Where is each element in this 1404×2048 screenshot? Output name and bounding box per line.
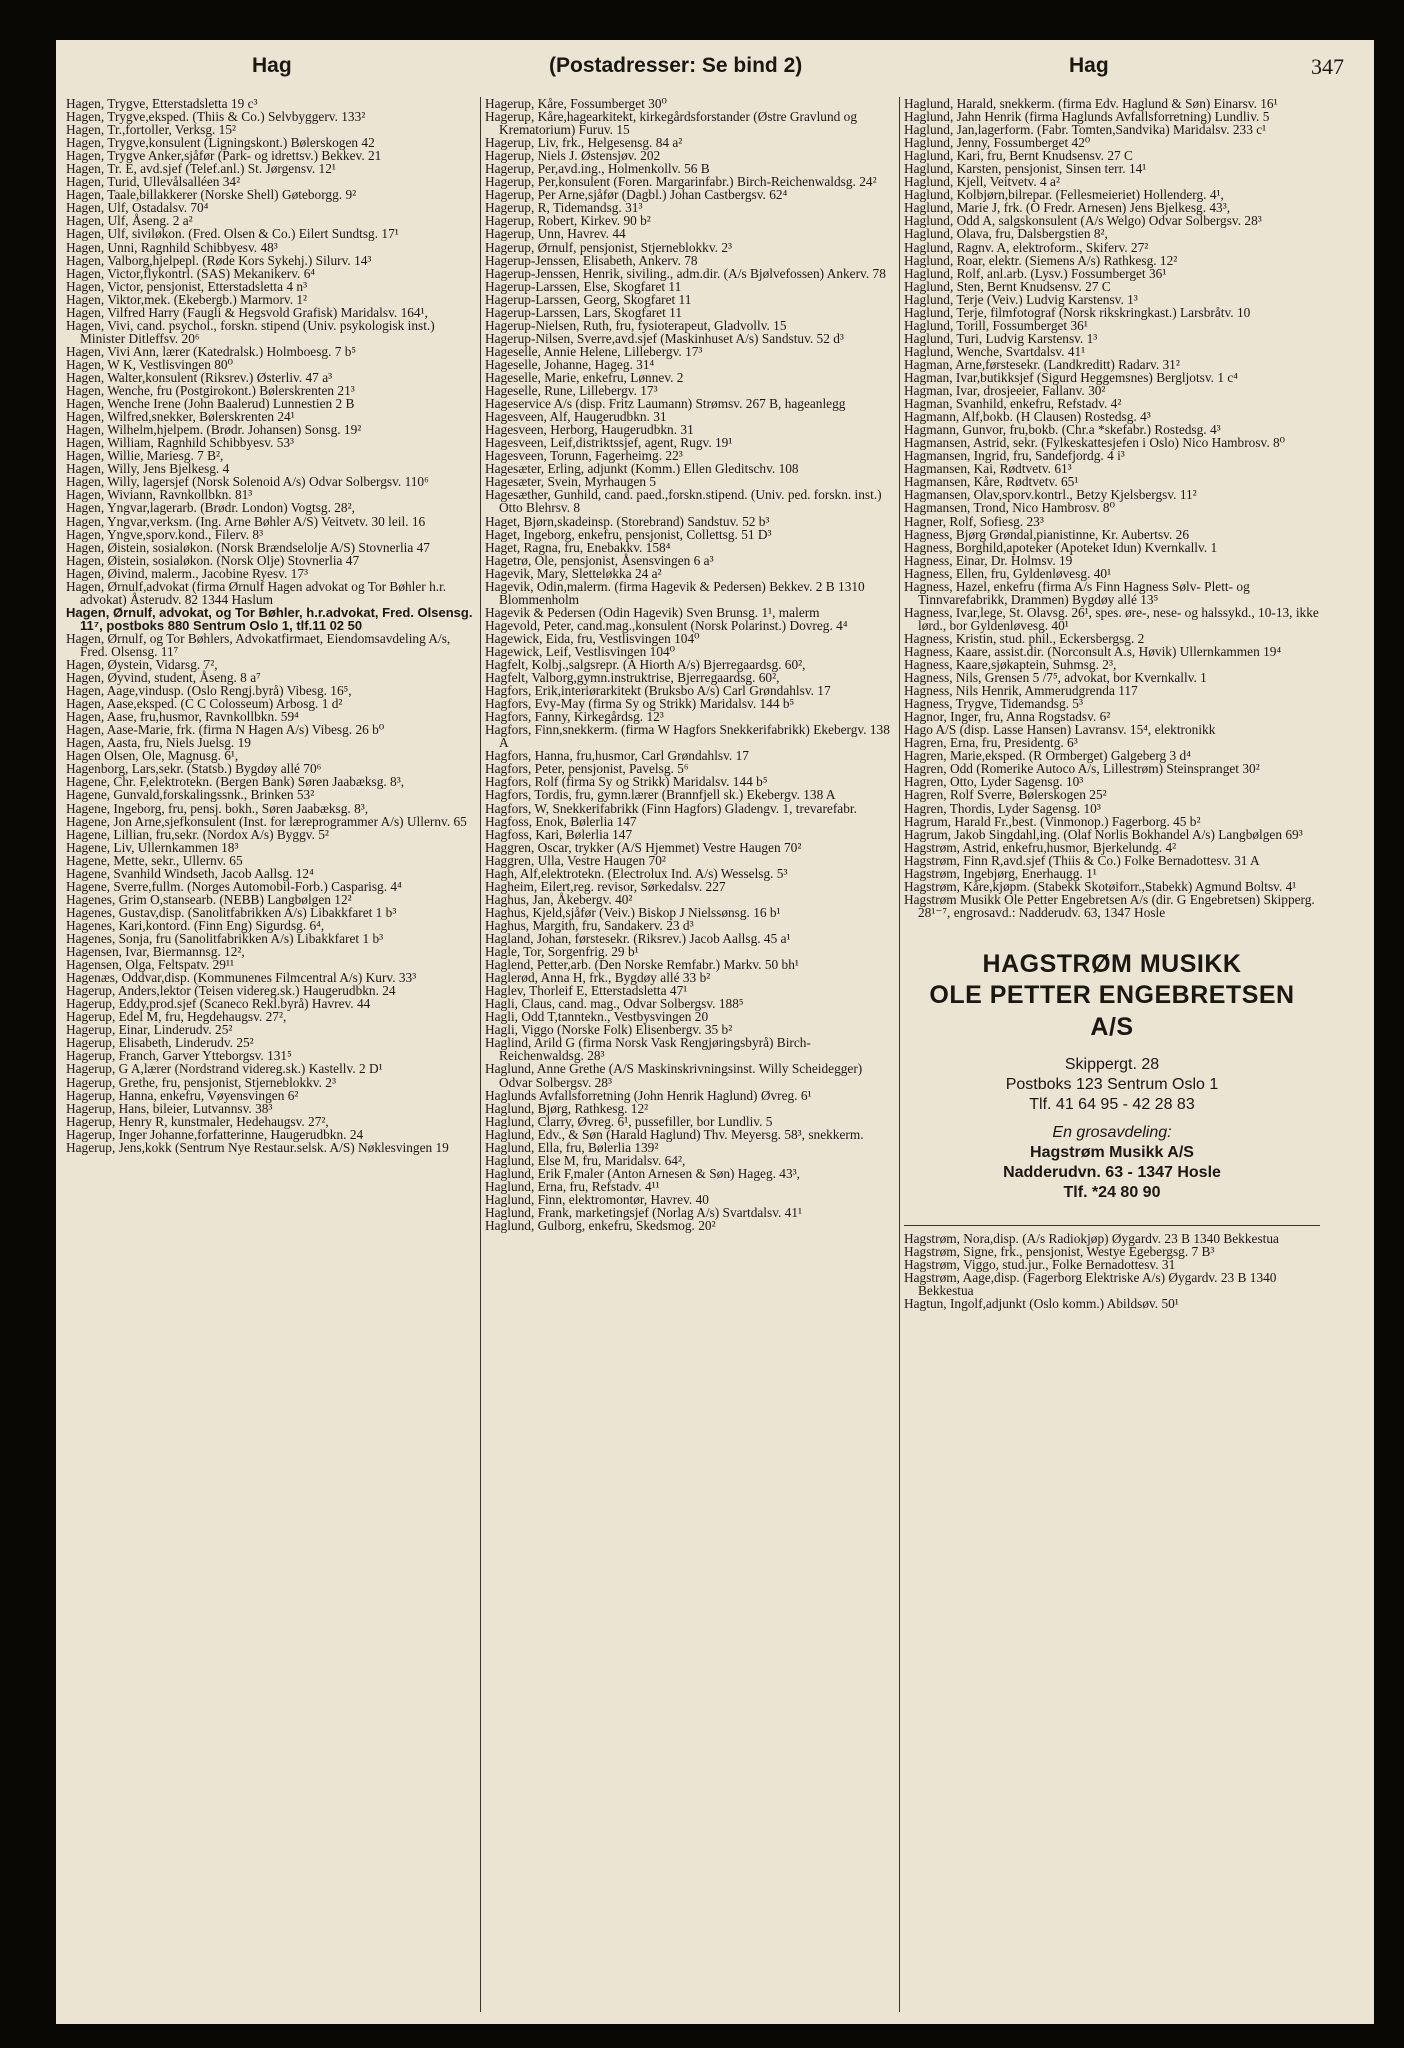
listing-entry: Hagen, Vilfred Harry (Faugli & Hegsvold Grafisk) Maridalsv. 164¹, [66, 304, 428, 320]
listing-entry: Hagenes, Gustav,disp. (Sanolitfabrikken A/s) Libakkfaret 1 b³ [66, 904, 397, 920]
ad-wholesale-address: Nadderudvn. 63 - 1347 Hosle [1003, 1163, 1221, 1181]
listing-entry: Hagman, Ivar,butikksjef (Sigurd Heggemsnes) Bergljotsv. 1 c⁴ [904, 369, 1238, 385]
listing-entry: Hagli, Odd T,tanntekn., Vestbysvingen 20 [485, 1009, 709, 1025]
listing-entry: Hagli, Claus, cand. mag., Odvar Solbergsv. 188⁵ [485, 996, 744, 1012]
listing-entry: Hagewick, Eida, fru, Vestlisvingen 104⁰ [485, 630, 700, 646]
column-3 [904, 97, 1320, 2017]
listing-entry: Hagrum, Harald Fr.,best. (Vinmonop.) Fagerborg. 45 b² [904, 813, 1201, 829]
ad-wholesale-name: Hagstrøm Musikk A/S [1030, 1143, 1194, 1161]
ad-wholesale-intro: En grosavdeling: [1052, 1123, 1172, 1141]
listing-entry: Hagen, Wenche Irene (John Baalerud) Lunnestien 2 B [66, 396, 355, 412]
listing-entry: Hagene, Ingeborg, fru, pensj. bokh., Søren Jaabæksg. 8³, [66, 800, 369, 816]
listing-entry: Hagen, Tr.,fortoller, Verksg. 15² [66, 122, 237, 138]
listing-entry: Hagness, Kristin, stud. phil., Eckersbergsg. 2 [904, 630, 1145, 646]
listing-entry: Hagerup, Ørnulf, pensjonist, Stjerneblokkv. 2³ [485, 239, 732, 255]
listing-entry: Hagen, Wenche, fru (Postgirokont.) Bølerskrenten 21³ [66, 383, 355, 399]
listing-entry: Hagerup, Kåre, Fossumberget 30⁰ [485, 97, 667, 111]
listing-entry: Hagmansen, Astrid, sekr. (Fylkeskattesjefen i Oslo) Nico Hambrosv. 8⁰ [904, 435, 1286, 451]
listing-entry: Haggren, Oscar, trykker (A/S Hjemmet) Vestre Haugen 70² [485, 839, 802, 855]
listing-entry: Hagen, Wilfred,snekker, Bølerskrenten 24¹ [66, 409, 295, 425]
listing-entry: Hagen, Yngvar,lagerarb. (Brødr. London) Vogtsg. 28², [66, 500, 355, 516]
listing-entry: Hagen, Yngve,sporv.kond., Filerv. 8³ [66, 526, 264, 542]
ad-title-line-1: HAGSTRØM MUSIKK [982, 949, 1242, 978]
listing-entry: Hagness, Ellen, fru, Gyldenløvesg. 40¹ [904, 565, 1112, 581]
listing-entry: Hagmann, Alf,bokb. (H Clausen) Rostedsg. 4³ [904, 409, 1151, 425]
listing-entry: Hagness, Ivar,lege, St. Olavsg. 26¹, spes. øre-, nese- og halssykd., 10-13, ikke lørd., bor Gyldenløvesg. 40¹ [904, 604, 1319, 633]
listing-entry: Hagerup, Hans, bileier, Lutvannsv. 38³ [66, 1100, 273, 1116]
listing-entry: Hagheim, Eilert,reg. revisor, Sørkedalsv. 227 [485, 878, 726, 894]
header-right-guide-word: Hag [1069, 54, 1109, 77]
listing-entry: Hagren, Erna, fru, Presidentg. 6³ [904, 735, 1078, 751]
listing-entry: Hagmansen, Ingrid, fru, Sandefjordg. 4 i³ [904, 448, 1125, 464]
listing-entry: Hagen, Øyvind, student, Åseng. 8 a⁷ [66, 670, 261, 686]
column-2 [485, 97, 897, 2017]
listing-entry: Hageselle, Johanne, Hageg. 31⁴ [485, 356, 655, 372]
listing-entry: Hagerup-Nielsen, Ruth, fru, fysioterapeut, Gladvollv. 15 [485, 317, 787, 333]
listing-entry: Hagerup, G A,lærer (Nordstrand videreg.sk.) Kastellv. 2 D¹ [66, 1061, 383, 1077]
listing-entry: Hagesveen, Torunn, Fagerheimg. 22³ [485, 448, 683, 464]
listing-entry: Haget, Bjørn,skadeinsp. (Storebrand) Sandstuv. 52 b³ [485, 513, 770, 529]
listing-entry: Hagerup, Inger Johanne,forfatterinne, Haugerudbkn. 24 [66, 1126, 364, 1142]
listing-entry: Hagfors, Erik,interiørarkitekt (Bruksbo A/s) Carl Grøndahlsv. 17 [485, 683, 831, 699]
listing-entry: Hagstrøm Musikk Ole Petter Engebretsen A/s (dir. G Engebretsen) Skipperg. 28¹⁻⁷, engrosavd.: Nadderudv. 63, 1347 Hosle [904, 891, 1315, 920]
listing-entry: Haglund, Edv., & Søn (Harald Haglund) Thv. Meyersg. 58³, snekkerm. [485, 1126, 864, 1142]
hagstrom-musikk-advertisement [908, 949, 1316, 1203]
listing-entry: Hagensen, Ivar, Biermannsg. 12², [66, 944, 245, 960]
page-number: 347 [1311, 54, 1344, 79]
listing-entry: Hagerup, Niels J. Østensjøv. 202 [485, 148, 661, 164]
listing-entry: Haglund, Harald, snekkerm. (firma Edv. Haglund & Søn) Einarsv. 16¹ [904, 97, 1278, 111]
listing-entry: Hagen, Victor,flykontrl. (SAS) Mekanikerv. 6⁴ [66, 265, 316, 281]
ad-phone: Tlf. 41 64 95 - 42 28 83 [1029, 1095, 1195, 1113]
listing-entry: Hagli, Viggo (Norske Folk) Elisenbergv. 35 b² [485, 1022, 733, 1038]
listing-entry: Haggren, Ulla, Vestre Haugen 70² [485, 852, 666, 868]
listing-entry: Hagevik & Pedersen (Odin Hagevik) Sven Brunsg. 1¹, malerm [485, 604, 820, 620]
listing-entry: Hageselle, Marie, enkefru, Lønnev. 2 [485, 369, 684, 385]
listing-entry: Hagstrøm, Signe, frk., pensjonist, Westye Egebergsg. 7 B³ [904, 1244, 1215, 1259]
listing-entry: Haghus, Kjeld,sjåfør (Veiv.) Biskop J Nielssønsg. 16 b¹ [485, 904, 781, 920]
listing-entry: Hagen, Øivind, malerm., Jacobine Ryesv. 17³ [66, 565, 308, 581]
column-3-entries-top [904, 97, 1320, 919]
listing-entry: Hagness, Hazel, enkefru (firma A/s Finn Hagness Sølv- Plett- og Tinnvarefabrikk, Drammen) Bygdøy allé 13⁵ [904, 578, 1250, 607]
listing-entry: Hagen, Turid, Ullevålsalléen 34² [66, 174, 241, 190]
listing-entry: Hagland, Johan, førstesekr. (Riksrev.) Jacob Aallsg. 45 a¹ [485, 931, 791, 946]
listing-entry: Hagerup, Unn, Havrev. 44 [485, 226, 626, 242]
listing-entry: Hagfelt, Valborg,gymn.instruktrise, Bjerregaardsg. 60², [485, 670, 780, 686]
listing-entry: Hagen, Aage,vindusp. (Oslo Rengj.byrå) Vibesg. 16⁵, [66, 683, 352, 699]
listing-entry: Hagerup-Jenssen, Elisabeth, Ankerv. 78 [485, 252, 698, 268]
listing-entry: Haglund, Kjell, Veitvetv. 4 a² [904, 174, 1060, 190]
listing-entry: Hagren, Otto, Lyder Sagensg. 10³ [904, 774, 1084, 790]
listing-entry: Hagen, Øystein, Vidarsg. 7², [66, 657, 218, 673]
listing-entry: Hagfoss, Kari, Bølerlia 147 [485, 826, 633, 842]
listing-entry: Haglund, Erna, fru, Refstadv. 4¹¹ [485, 1178, 660, 1194]
listing-entry: Hagerup, Elisabeth, Linderudv. 25² [66, 1035, 254, 1051]
listing-entry: Hagesveen, Alf, Haugerudbkn. 31 [485, 409, 667, 425]
listing-entry: Hagen, Aase-Marie, frk. (firma N Hagen A/s) Vibesg. 26 b⁰ [66, 722, 385, 738]
listing-entry: Hagfelt, Kolbj.,salgsrepr. (A Hiorth A/s) Bjerregaardsg. 60², [485, 657, 806, 673]
listing-entry: Hageservice A/s (disp. Fritz Laumann) Strømsv. 267 B, hageanlegg [485, 396, 846, 412]
listing-entry: Hagensen, Olga, Feltspatv. 29¹¹ [66, 957, 234, 973]
listing-entry: Hagstrøm, Nora,disp. (A/s Radiokjøp) Øygardv. 23 B 1340 Bekkestua [904, 1230, 1279, 1246]
listing-entry: Hago A/S (disp. Lasse Hansen) Lavransv. 15⁴, elektronikk [904, 722, 1216, 738]
listing-entry: Hagene, Gunvald,forskalingssnk., Brinken 53² [66, 787, 315, 803]
listing-entry: Hagen, Taale,billakkerer (Norske Shell) Gøteborgg. 9² [66, 187, 357, 203]
listing-entry: Hagerup, Franch, Garver Ytteborgsv. 131⁵ [66, 1048, 292, 1064]
listing-entry: Haglund, Ella, fru, Bølerlia 139² [485, 1139, 659, 1155]
listing-entry: Hagene, Sverre,fullm. (Norges Automobil-Forb.) Casparisg. 4⁴ [66, 878, 402, 894]
listing-entry: Hagerup, Robert, Kirkev. 90 b² [485, 213, 651, 229]
listing-entry: Haglund, Odd A, salgskonsulent (A/s Welgo) Odvar Solbergsv. 28³ [904, 213, 1262, 229]
listing-entry: Hagen, Aase,eksped. (C C Colosseum) Arbosg. 1 d² [66, 696, 343, 712]
listing-entry: Hagen, Willie, Mariesg. 7 B², [66, 448, 224, 464]
listing-entry: Hagen, Yngvar,verksm. (Ing. Arne Bøhler A/S) Veitvetv. 30 leil. 16 [66, 513, 426, 529]
listing-entry: Hagmann, Gunvor, fru,bokb. (Chr.a *skefabr.) Rostedsg. 4³ [904, 422, 1221, 438]
listing-entry: Hagtun, Ingolf,adjunkt (Oslo komm.) Abildsøv. 50¹ [904, 1296, 1179, 1312]
listing-entry: Hagesveen, Leif,distriktssjef, agent, Rugv. 19¹ [485, 435, 733, 451]
ad-wholesale-phone: Tlf. *24 80 90 [1063, 1183, 1161, 1201]
listing-entry: Hagen, Ørnulf,advokat (firma Ørnulf Hagen advokat og Tor Bøhler h.r. advokat) Åsterudv. 82 1344 Haslum [66, 578, 447, 607]
header-center-note: (Postadresser: Se bind 2) [549, 54, 803, 77]
listing-entry: Hagen, Ulf, siviløkon. (Fred. Olsen & Co.) Eilert Sundtsg. 17¹ [66, 226, 399, 242]
listing-entry: Haglund, Jahn Henrik (firma Haglunds Avfallsforretning) Lundliv. 5 [904, 109, 1270, 125]
listing-entry: Haglund, Roar, elektr. (Siemens A/s) Rathkesg. 12² [904, 252, 1178, 268]
listing-entry: Haglund, Olava, fru, Dalsbergstien 8², [904, 226, 1108, 242]
listing-entry: Hagerup, Edel M, fru, Hegdehaugsv. 27², [66, 1009, 287, 1025]
listing-entry: Hagen, William, Ragnhild Schibbyesv. 53³ [66, 435, 295, 451]
listing-entry: Hagfors, W, Snekkerifabrikk (Finn Hagfors) Gladengv. 1, trevarefabr. [485, 800, 857, 816]
listing-entry: Hagetrø, Ole, pensjonist, Åsensvingen 6 a³ [485, 552, 714, 568]
listing-entry: Hagstrøm, Finn R,avd.sjef (Thiis & Co.) Folke Bernadottesv. 31 A [904, 852, 1260, 868]
listing-entry: Hagen, Willy, Jens Bjelkesg. 4 [66, 461, 230, 477]
listing-entry: Hagren, Rolf Sverre, Bølerskogen 25² [904, 787, 1107, 803]
listing-entry: Hagen, Tr. E, avd.sjef (Telef.anl.) St. Jørgensv. 12¹ [66, 161, 336, 177]
column-1 [66, 97, 478, 2017]
listing-entry: Hagstrøm, Aage,disp. (Fagerborg Elektriske A/s) Øygardv. 23 B 1340 Bekkestua [904, 1270, 1277, 1299]
listing-entry: Hagerup, R, Tidemandsg. 31³ [485, 200, 643, 216]
listing-entry: Haglund, Finn, elektromontør, Havrev. 40 [485, 1191, 709, 1207]
listing-entry: Hagenes, Sonja, fru (Sanolitfabrikken A/s) Libakkfaret 1 b³ [66, 931, 384, 946]
listing-entry: Hagen, Aase, fru,husmor, Ravnkollbkn. 59⁴ [66, 709, 299, 725]
listing-entry: Hagfors, Finn,snekkerm. (firma W Hagfors Snekkerifabrikk) Ekebergv. 138 A [485, 722, 890, 751]
listing-entry: Hagerup, Grethe, fru, pensjonist, Stjerneblokkv. 2³ [66, 1074, 336, 1090]
listing-entry: Haglund, Ragnv. A, elektroform., Skiferv. 27² [904, 239, 1149, 255]
ad-address-line-2: Postboks 123 Sentrum Oslo 1 [1005, 1075, 1219, 1093]
listing-entry: Hagesveen, Herborg, Haugerudbkn. 31 [485, 422, 694, 438]
listing-entry: Hagen, Unni, Ragnhild Schibbyesv. 48³ [66, 239, 278, 255]
listing-entry: Hagstrøm, Kåre,kjøpm. (Stabekk Skotøiforr.,Stabekk) Agmund Boltsv. 4¹ [904, 878, 1297, 894]
listing-entry: Hagenæs, Oddvar,disp. (Kommunenes Filmcentral A/s) Kurv. 33³ [66, 970, 417, 986]
listing-entry: Hagner, Rolf, Sofiesg. 23³ [904, 513, 1044, 529]
listing-entry: Hagen, Viktor,mek. (Ekebergb.) Marmorv. 1² [66, 291, 308, 307]
listing-entry: Hagen, Trygve,eksped. (Thiis & Co.) Selvbyggerv. 133² [66, 109, 366, 125]
listing-entry: Hagerup-Larssen, Else, Skogfaret 11 [485, 278, 682, 294]
listing-entry: Hagerup, Liv, frk., Helgesensg. 84 a² [485, 135, 683, 151]
listing-entry: Hagevold, Peter, cand.mag.,konsulent (Norsk Polarinst.) Dovreg. 4⁴ [485, 617, 848, 633]
listing-entry: Haglund, Bjørg, Rathkesg. 12² [485, 1100, 649, 1116]
ad-title-line-2: OLE PETTER ENGEBRETSEN A/S [929, 980, 1295, 1041]
listing-entry: Hagfors, Evy-May (firma Sy og Strikk) Maridalsv. 144 b⁵ [485, 696, 795, 712]
listing-entry: Hagfors, Fanny, Kirkegårdsg. 12³ [485, 709, 664, 725]
listing-entry: Hagesæter, Svein, Myrhaugen 5 [485, 474, 657, 490]
listing-entry: Haglev, Thorleif E, Etterstadsletta 47¹ [485, 983, 688, 999]
listing-entry: Haglund, Frank, marketingsjef (Norlag A/s) Svartdalsv. 41¹ [485, 1204, 803, 1220]
listing-entry: Hagh, Alf,elektrotekn. (Electrolux Ind. A/s) Wesselsg. 5³ [485, 865, 788, 881]
listing-entry: Hagmansen, Kai, Rødtvetv. 61³ [904, 461, 1072, 477]
listing-entry: Hagen, Wilhelm,hjelpem. (Brødr. Johansen) Sonsg. 19² [66, 422, 362, 438]
listing-entry: Hagerup, Kåre,hagearkitekt, kirkegårdsforstander (Østre Gravlund og Krematorium) Furuv. 15 [485, 109, 857, 138]
listing-entry: Haglunds Avfallsforretning (John Henrik Haglund) Øvreg. 6¹ [485, 1087, 812, 1103]
listing-entry: Hagesæter, Erling, adjunkt (Komm.) Ellen Gleditschv. 108 [485, 461, 799, 477]
listing-entry: Haglund, Gulborg, enkefru, Skedsmog. 20² [485, 1218, 716, 1234]
listing-entry: Hagstrøm, Viggo, stud.jur., Folke Bernadottesv. 31 [904, 1257, 1176, 1273]
listing-entry: Hagness, Kaare, assist.dir. (Norconsult A.s, Høvik) Ullernkammen 19⁴ [904, 643, 1282, 659]
listing-entry: Haglund, Anne Grethe (A/S Maskinskrivningsinst. Willy Scheidegger) Odvar Solbergsv. 28³ [485, 1061, 863, 1090]
listing-entry: Haglund, Karsten, pensjonist, Sinsen terr. 14¹ [904, 161, 1147, 177]
listing-entry: Hagmansen, Kåre, Rødtvetv. 65¹ [904, 474, 1079, 490]
listing-entry: Hagerup, Per Arne,sjåfør (Dagbl.) Johan Castbergsv. 62⁴ [485, 187, 788, 203]
listing-entry: Hagerup-Larssen, Lars, Skogfaret 11 [485, 304, 682, 320]
listing-entry: Hagfors, Rolf (firma Sy og Strikk) Maridalsv. 144 b⁵ [485, 774, 768, 790]
listing-entry: Hagman, Svanhild, enkefru, Refstadv. 4² [904, 396, 1122, 412]
listing-entry: Hagen, Trygve,konsulent (Ligningskont.) Bølerskogen 42 [66, 135, 375, 151]
listing-entry: Hagstrøm, Ingebjørg, Enerhaugg. 1¹ [904, 865, 1097, 881]
listing-entry: Haglund, Marie J, frk. (O Fredr. Arnesen) Jens Bjelkesg. 43³, [904, 200, 1231, 216]
listing-entry: Hagerup-Nilsen, Sverre,avd.sjef (Maskinhuset A/s) Sandstuv. 52 d³ [485, 330, 844, 346]
listing-entry: Hagen, Ørnulf, og Tor Bøhlers, Advokatfirmaet, Eiendomsavdeling A/s, Fred. Olsensg. 11⁷ [66, 630, 451, 659]
listing-entry: Hagness, Borghild,apoteker (Apoteket Idun) Kvernkallv. 1 [904, 539, 1218, 555]
listing-entry: Hagen, Walter,konsulent (Riksrev.) Østerliv. 47 a³ [66, 369, 333, 385]
listing-entry: Haglend, Petter,arb. (Den Norske Remfabr.) Markv. 50 bh¹ [485, 957, 799, 973]
listing-entry: Hagen, Valborg,hjelpepl. (Røde Kors Sykehj.) Silurv. 14³ [66, 252, 372, 268]
listing-entry: Haglund, Kolbjørn,bilrepar. (Fellesmeieriet) Hollenderg. 4¹, [904, 187, 1224, 203]
listing-entry: Hagerup, Eddy,prod.sjef (Scaneco Rekl.byrå) Havrev. 44 [66, 996, 371, 1012]
listing-entry: Hagen, W K, Vestlisvingen 80⁰ [66, 356, 233, 372]
listing-entry: Hagness, Einar, Dr. Holmsv. 19 [904, 552, 1073, 568]
listing-entry: Hagen, Willy, lagersjef (Norsk Solenoid A/s) Odvar Solbergsv. 110⁶ [66, 474, 429, 490]
listing-entry: Haglund, Kari, fru, Bernt Knudsensv. 27 C [904, 148, 1133, 164]
listing-entry: Hageselle, Rune, Lillebergv. 17³ [485, 383, 658, 399]
listing-entry: Hageselle, Annie Helene, Lillebergv. 17³ [485, 343, 703, 359]
header-left-guide-word: Hag [252, 54, 292, 77]
listing-entry: Hagevik, Mary, Sletteløkka 24 a² [485, 565, 662, 581]
listing-entry: Hagness, Kaare,sjøkaptein, Suhmsg. 2³, [904, 657, 1117, 673]
page-header [56, 54, 1374, 90]
listing-entry: Hagren, Odd (Romerike Autoco A/s, Lillestrøm) Steinspranget 30² [904, 761, 1260, 777]
listing-entry: Hagerup, Anders,lektor (Teisen videreg.sk.) Haugerudbkn. 24 [66, 983, 396, 999]
listing-entry: Hagen, Øistein, sosialøkon. (Norsk Brændselolje A/S) Stovnerlia 47 [66, 539, 430, 555]
listing-entry: Hagen, Victor, pensjonist, Etterstadsletta 4 n³ [66, 278, 308, 294]
listing-entry: Haget, Ragna, fru, Enebakkv. 158⁴ [485, 539, 671, 555]
directory-page [56, 40, 1374, 2024]
listing-entry: Hagren, Marie,eksped. (R Ormberget) Galgeberg 3 d⁴ [904, 748, 1191, 764]
listing-entry: Hagerup-Larssen, Georg, Skogfaret 11 [485, 291, 692, 307]
listing-entry: Hagenes, Grim O,stansearb. (NEBB) Langbølgen 12² [66, 891, 352, 907]
listing-entry: Hagerup-Jenssen, Henrik, siviling., adm.dir. (A/s Bjølvefossen) Ankerv. 78 [485, 265, 886, 281]
listing-entry: Hagrum, Jakob Singdahl,ing. (Olaf Norlis Bokhandel A/s) Langbølgen 69³ [904, 826, 1303, 842]
listing-entry: Hagen, Vivi Ann, lærer (Katedralsk.) Holmboesg. 7 b⁵ [66, 343, 357, 359]
listing-entry: Haglund, Sten, Bernt Knudsensv. 27 C [904, 278, 1111, 294]
listing-entry: Haghus, Jan, Åkebergv. 40² [485, 891, 633, 907]
listing-entry: Hagewick, Leif, Vestlisvingen 104⁰ [485, 643, 676, 659]
listing-entry: Hagfors, Hanna, fru,husmor, Carl Grøndahlsv. 17 [485, 748, 749, 764]
listing-entry: Hagen, Trygve, Etterstadsletta 19 c³ [66, 97, 258, 111]
listing-entry: Hagen, Wiviann, Ravnkollbkn. 81³ [66, 487, 253, 503]
listing-entry: Hagerup, Per,avd.ing., Holmenkollv. 56 B [485, 161, 710, 177]
listing-entry: Hagle, Tor, Sorgenfrig. 29 b¹ [485, 944, 639, 960]
listing-entry: Hagman, Arne,førstesekr. (Landkreditt) Radarv. 31² [904, 356, 1180, 372]
listing-entry: Hagfors, Peter, pensjonist, Pavelsg. 5⁶ [485, 761, 689, 777]
listing-entry: Hagen, Øistein, sosialøkon. (Norsk Olje) Stovnerlia 47 [66, 552, 360, 568]
listing-entry: Hagene, Chr. F,elektrotekn. (Bergen Bank) Søren Jaabæksg. 8³, [66, 774, 405, 790]
listing-entry: Haghus, Margith, fru, Sandakerv. 23 d³ [485, 917, 694, 933]
listing-entry: Hagmansen, Trond, Nico Hambrosv. 8⁰ [904, 500, 1115, 516]
listing-entry: Hagene, Mette, sekr., Ullernv. 65 [66, 852, 243, 868]
listing-entry: Hagerup, Jens,kokk (Sentrum Nye Restaur.selsk. A/S) Nøklesvingen 19 [66, 1139, 449, 1155]
column-divider-1 [480, 97, 481, 2012]
listing-entry: Hagen, Vivi, cand. psychol., forskn. stipend (Univ. psykologisk inst.) Minister Ditleffsv. 20⁶ [66, 317, 435, 346]
ad-address-line-1: Skippergt. 28 [1064, 1055, 1160, 1073]
listing-entry: Haglund, Clarry, Øvreg. 6¹, pussefiller, bor Lundliv. 5 [485, 1113, 773, 1129]
listing-entry: Hagen, Ørnulf, advokat, og Tor Bøhler, h.r.advokat, Fred. Olsensg. 11⁷, postboks 880 Sentrum Oslo 1, tlf.11 02 50 [66, 604, 473, 633]
listing-entry: Hagstrøm, Astrid, enkefru,husmor, Bjerkelundg. 4² [904, 839, 1177, 855]
listing-entry: Hagenborg, Lars,sekr. (Statsb.) Bygdøy allé 70⁶ [66, 761, 322, 777]
listing-entry: Hagenes, Kari,kontord. (Finn Eng) Sigurdsg. 6⁴, [66, 917, 325, 933]
listing-entry: Hagness, Nils, Grensen 5 /7⁵, advokat, bor Kvernkallv. 1 [904, 670, 1207, 686]
listing-entry: Hagene, Lillian, fru,sekr. (Nordox A/s) Byggv. 5² [66, 826, 329, 842]
listing-entry: Hagman, Ivar, drosjeeier, Fallanv. 30² [904, 383, 1106, 399]
listing-entry: Haglund, Wenche, Svartdalsv. 41¹ [904, 343, 1086, 359]
listing-entry: Hagene, Liv, Ullernkammen 18³ [66, 839, 239, 855]
listing-entry: Haget, Ingeborg, enkefru, pensjonist, Collettsg. 51 D³ [485, 526, 772, 542]
listing-entry: Hagerup, Einar, Linderudv. 25² [66, 1022, 233, 1038]
listing-entry: Hagness, Trygve, Tidemandsg. 5³ [904, 696, 1083, 712]
listing-entry: Haglund, Turi, Ludvig Karstensv. 1³ [904, 330, 1098, 346]
listing-entry: Hagmansen, Olav,sporv.kontrl., Betzy Kjelsbergsv. 11² [904, 487, 1197, 503]
listing-entry: Hagren, Thordis, Lyder Sagensg. 10³ [904, 800, 1101, 816]
listing-entry: Hagerup, Henry R, kunstmaler, Hedehaugsv. 27², [66, 1113, 329, 1129]
listing-entry: Hagerup, Per,konsulent (Foren. Margarinfabr.) Birch-Reichenwaldsg. 24² [485, 174, 877, 190]
listing-entry: Hagene, Jon Arne,sjefkonsulent (Inst. for læreprogrammer A/s) Ullernv. 65 [66, 813, 467, 829]
listing-entry: Hagen, Trygve Anker,sjåfør (Park- og idrettsv.) Bekkev. 21 [66, 148, 382, 164]
listing-entry: Hagevik, Odin,malerm. (firma Hagevik & Pedersen) Bekkev. 2 B 1310 Blommenholm [485, 578, 865, 607]
column-divider-2 [899, 97, 900, 2012]
listing-entry: Haglund, Jan,lagerform. (Fabr. Tomten,Sandvika) Maridalsv. 233 c¹ [904, 122, 1267, 138]
listing-entry: Hagnor, Inger, fru, Anna Rogstadsv. 6² [904, 709, 1111, 725]
listing-entry: Haglund, Else M, fru, Maridalsv. 64², [485, 1152, 686, 1168]
listing-entry: Hagfors, Tordis, fru, gymn.lærer (Brannfjell sk.) Ekebergv. 138 A [485, 787, 836, 803]
listing-entry: Hagene, Svanhild Windseth, Jacob Aallsg. 12⁴ [66, 865, 314, 881]
listing-entry: Haglund, Jenny, Fossumberget 42⁰ [904, 135, 1091, 151]
listing-entry: Hagerup, Hanna, enkefru, Vøyensvingen 6² [66, 1087, 299, 1103]
listing-entry: Haglund, Terje (Veiv.) Ludvig Karstensv. 1³ [904, 291, 1138, 307]
listing-entry: Haglund, Rolf, anl.arb. (Lysv.) Fossumberget 36¹ [904, 265, 1167, 281]
listing-entry: Hagen, Ulf, Åseng. 2 a² [66, 213, 193, 229]
listing-entry: Haglund, Erik F,maler (Anton Arnesen & Søn) Hageg. 43³, [485, 1165, 800, 1181]
listing-entry: Hagfoss, Enok, Bølerlia 147 [485, 813, 637, 829]
listing-entry: Hagen, Aasta, fru, Niels Juelsg. 19 [66, 735, 251, 751]
listing-entry: Haglund, Terje, filmfotograf (Norsk rikskringkast.) Larsbråtv. 10 [904, 304, 1251, 320]
listing-entry: Hagness, Nils Henrik, Ammerudgrenda 117 [904, 683, 1138, 699]
listing-entry: Haglund, Torill, Fossumberget 36¹ [904, 317, 1088, 333]
listing-entry: Hagen, Ulf, Ostadalsv. 70⁴ [66, 200, 209, 216]
listing-entry: Hagness, Bjørg Grøndal,pianistinne, Kr. Aubertsv. 26 [904, 526, 1190, 542]
listing-entry: Hagen Olsen, Ole, Magnusg. 6¹, [66, 748, 239, 764]
listing-entry: Hagesæther, Gunhild, cand. paed.,forskn.stipend. (Univ. ped. forskn. inst.) Otto Blehrsv. 8 [485, 487, 882, 516]
ad-bottom-rule [904, 1225, 1320, 1226]
listing-entry: Haglind, Arild G (firma Norsk Vask Rengjøringsbyrå) Birch- Reichenwaldsg. 28³ [485, 1035, 811, 1064]
listing-entry: Haglerød, Anna H, frk., Bygdøy allé 33 b² [485, 970, 711, 986]
column-3-entries-bottom [904, 1232, 1320, 1310]
